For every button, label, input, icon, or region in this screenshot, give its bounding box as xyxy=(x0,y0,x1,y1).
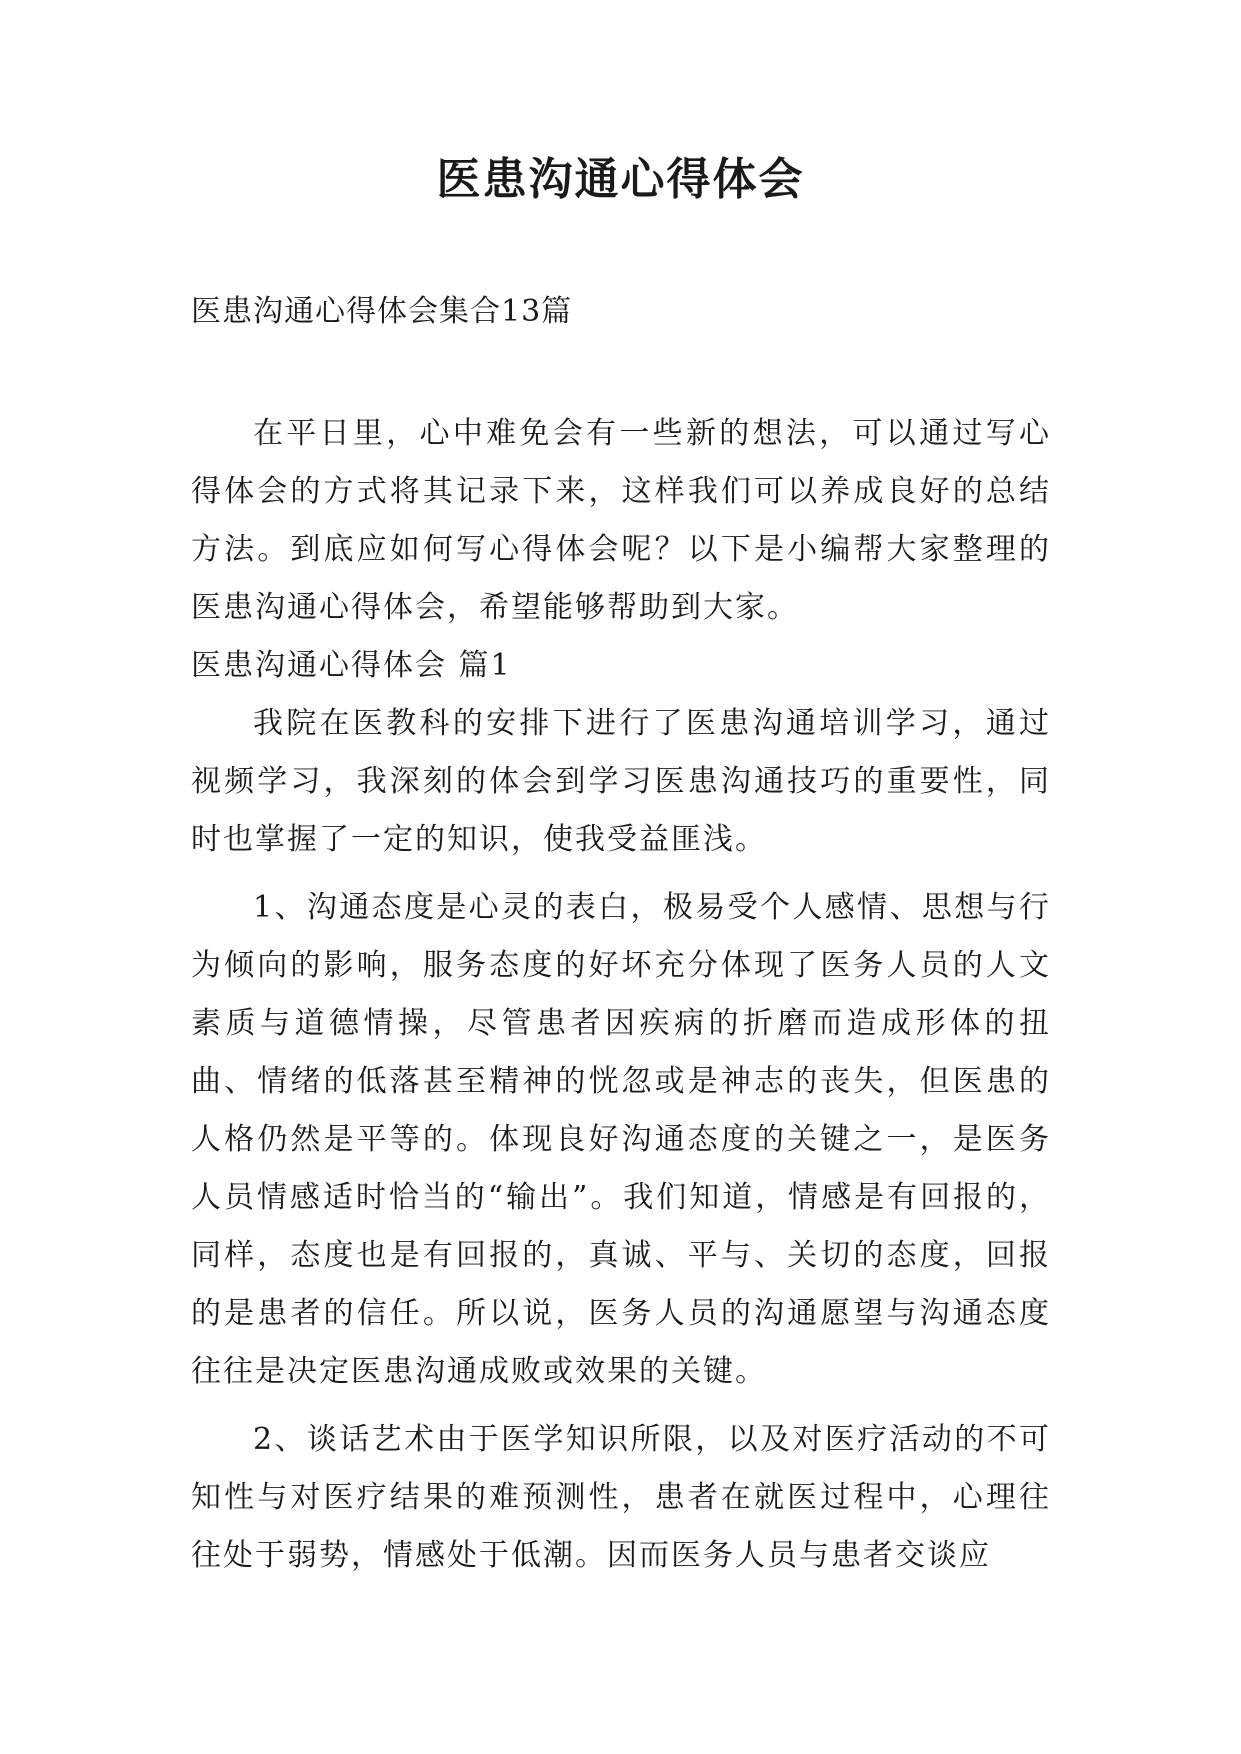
document-subtitle: 医患沟通心得体会集合13篇 xyxy=(191,294,573,329)
section-heading: 医患沟通心得体会 篇1 xyxy=(191,648,512,683)
document-title: 医患沟通心得体会 xyxy=(436,154,805,205)
document-body xyxy=(191,405,1051,1585)
body-paragraph: 我院在医教科的安排下进行了医患沟通培训学习，通过视频学习，我深刻的体会到学习医患沟通技巧的重要性，同时也掌握了一定的知识，使我受益匪浅。 xyxy=(191,706,1051,857)
intro-paragraph: 在平日里，心中难免会有一些新的想法，可以通过写心得体会的方式将其记录下来，这样我们可以养成良好的总结方法。到底应如何写心得体会呢？以下是小编帮大家整理的医患沟通心得体会，希望能够帮助到大家。 xyxy=(191,416,1051,625)
body-paragraph: 1、沟通态度是心灵的表白，极易受个人感情、思想与行为倾向的影响，服务态度的好坏充分体现了医务人员的人文素质与道德情操，尽管患者因疾病的折磨而造成形体的扭曲、情绪的低落甚至精神的恍忽或是神志的丧失，但医患的人格仍然是平等的。体现良好沟通态度的关键之一，是医务人员情感适时恰当的“输出”。我们知道，情感是有回报的，同样，态度也是有回报的，真诚、平与、关切的态度，回报的是患者的信任。所以说，医务人员的沟通愿望与沟通态度往往是决定医患沟通成败或效果的关键。 xyxy=(191,890,1051,1389)
body-paragraph: 2、谈话艺术由于医学知识所限，以及对医疗活动的不可知性与对医疗结果的难预测性，患者在就医过程中，心理往往处于弱势，情感处于低潮。因而医务人员与患者交谈应 xyxy=(191,1422,1051,1573)
